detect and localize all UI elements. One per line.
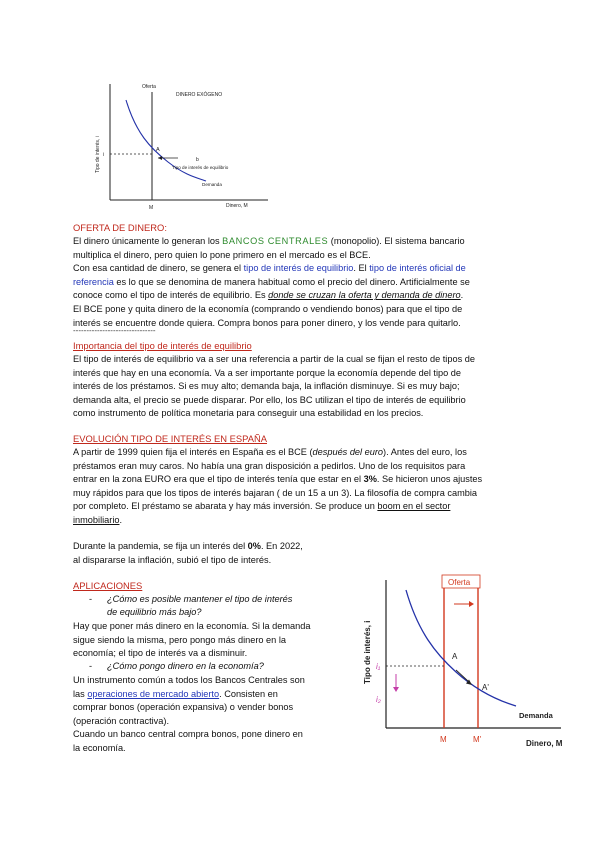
m-tick: M	[440, 735, 447, 744]
i-tick: i	[103, 152, 105, 158]
demand-label: Demanda	[202, 182, 222, 187]
eq-label: Tipo de interés de equilibrio	[172, 165, 229, 170]
b-label: b	[196, 157, 199, 163]
evolucion-paragraph: A partir de 1999 quien fija el interés en España es el BCE (después del euro). Antes del euro, los préstamos eran muy caros. No había una gran disposición a pedirlos. Uno de los requisitos para entrar en la zona EURO era que el tipo de interés tenía que estar en el 3%. Se hicieron unos ajustes muy rápidos para que los tipos de interés bajaran ( de un 15 a un 3). La filosofía de compra cambia por completo. El préstamo se abarata y hay más inversión. Se produce un boom en el sector inmobiliario.	[73, 447, 483, 525]
i1-label: i₁	[376, 662, 381, 671]
question-1-bullet: -	[89, 594, 93, 604]
y-label: Tipo de interés, i	[363, 620, 372, 684]
figure-dinero-exogeno	[88, 78, 273, 214]
answer-1: Hay que poner más dinero en la economía. Si la demanda sigue siendo la misma, pero pongo más dinero en la economía; el tipo de interés va a disminuir.	[73, 621, 311, 659]
evolucion-heading: EVOLUCIÓN TIPO DE INTERÉS EN ESPAÑA	[73, 433, 267, 444]
aplicaciones-heading: APLICACIONES	[73, 580, 143, 591]
question-2: ¿Cómo pongo dinero en la economía?	[107, 661, 264, 671]
figure-expansion-oferta	[356, 572, 576, 748]
supply-label: Oferta	[448, 578, 471, 587]
answer-2: Un instrumento común a todos los Bancos Centrales son las operaciones de mercado abierto. Consisten en comprar bonos (operación expansiva) o vender bonos (operación contractiva). Cuando un banco central compra bonos, pone dinero en la economía.	[73, 675, 305, 753]
pandemia-paragraph: Durante la pandemia, se fija un interés del 0%. En 2022, al dispararse la inflación, subió el tipo de interés.	[73, 541, 303, 565]
x-label: Dinero, M	[226, 203, 248, 209]
m-tick: M	[149, 205, 154, 211]
x-label: Dinero, M	[526, 739, 563, 748]
i2-label: i₂	[376, 695, 381, 704]
separator: -------------------------------	[73, 326, 156, 335]
point-a: A	[452, 652, 458, 661]
m2-tick: M'	[473, 735, 482, 744]
question-2-bullet: -	[89, 661, 93, 671]
oferta-heading: OFERTA DE DINERO:	[73, 222, 167, 233]
importancia-paragraph: El tipo de interés de equilibrio va a ser una referencia a partir de la cual se fijan el resto de tipos de interés que hay en una economía. Va a ser importante porque la economía depende del tipo de interés de los préstamos. Si es muy alto; demanda baja, la inflación disminuye. Si es muy bajo; demanda alta, el precio se puede disparar. Por ello, los BC utilizan el tipo de interés de equilibrio como instrumento de política monetaria para conseguir una estabilidad en los precios.	[73, 354, 475, 419]
point-a: A	[156, 147, 160, 153]
demand-curve	[406, 590, 516, 706]
supply-label: Oferta	[142, 84, 156, 90]
y-label: Tipo de interés, i	[95, 136, 101, 173]
bancos-centrales: BANCOS CENTRALES	[222, 236, 329, 246]
movement-arrow	[456, 670, 469, 682]
point-a2: A'	[482, 683, 489, 692]
importancia-heading: Importancia del tipo de interés de equilibrio	[73, 340, 252, 351]
figure-title: DINERO EXÓGENO	[176, 92, 223, 98]
operaciones-link[interactable]: operaciones de mercado abierto	[87, 688, 220, 699]
question-1: ¿Cómo es posible mantener el tipo de interés de equilibrio más bajo?	[107, 594, 293, 617]
demand-label: Demanda	[519, 711, 553, 720]
oferta-paragraph: El dinero únicamente lo generan los BANCOS CENTRALES (monopolio). El sistema bancario multiplica el dinero, pero quien lo pone primero en el mercado es el BCE. Con esa cantidad de dinero, se genera el tipo de interés de equilibrio. El tipo de interés oficial de referencia es lo que se denomina de manera habitual como el precio del dinero. Artificialmente se conoce como el tipo de interés de equilibrio. Es donde se cruzan la oferta y demanda de dinero. El BCE pone y quita dinero de la economía (comprando o vendiendo bonos) para que el tipo de interés se encuentre donde quiera. Compra bonos para poner dinero, y los vende para quitarlo.	[73, 236, 470, 328]
